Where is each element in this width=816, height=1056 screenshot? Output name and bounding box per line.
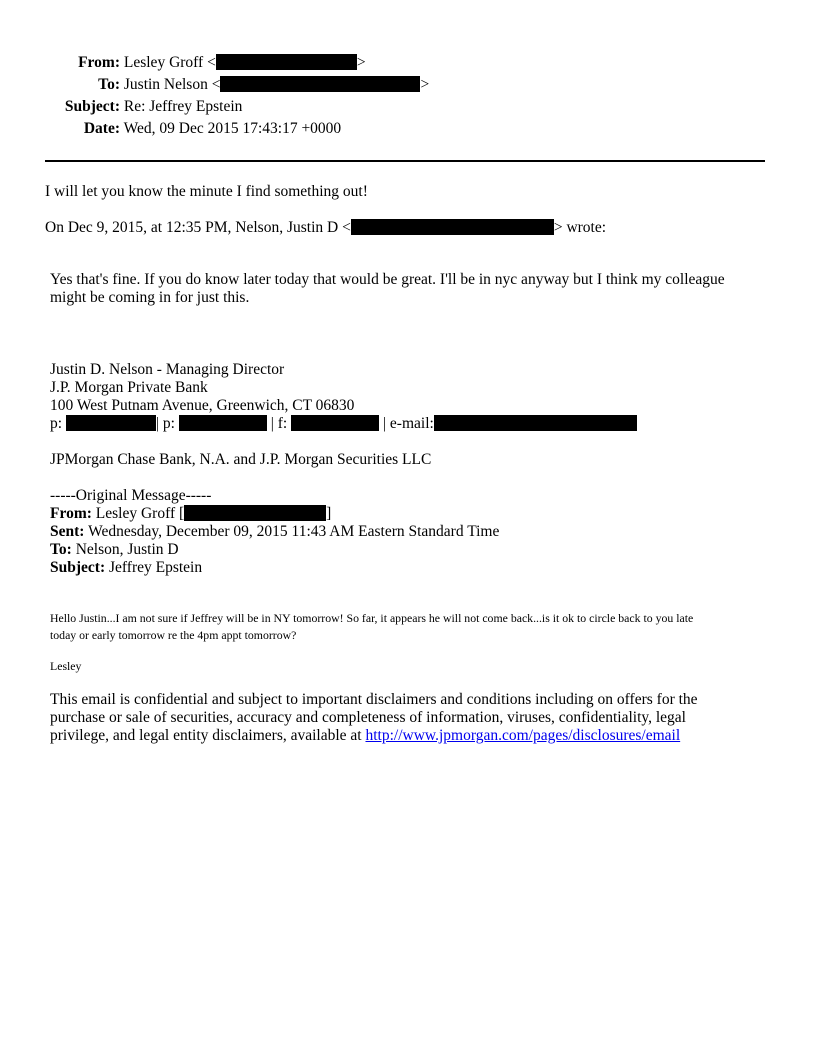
original-sign-off: Lesley <box>50 659 82 673</box>
original-to-row <box>50 541 179 559</box>
original-from-row <box>50 505 331 523</box>
header-to-name: Justin Nelson < <box>123 76 221 93</box>
header-from-name: Lesley Groff < <box>123 54 216 71</box>
original-from-value: Lesley Groff [ <box>95 505 185 522</box>
redacted-email-block <box>351 219 554 235</box>
header-from-row <box>45 54 366 72</box>
signature-address: 100 West Putnam Avenue, Greenwich, CT 06830 <box>50 397 355 414</box>
signature-contact-row <box>50 415 637 433</box>
redacted-email-block <box>216 54 357 70</box>
header-to-row <box>45 76 429 94</box>
redacted-phone-block <box>66 415 156 431</box>
header-date-value: Wed, 09 Dec 2015 17:43:17 +0000 <box>123 120 342 137</box>
header-divider <box>45 160 765 162</box>
disclaimer-line-3 <box>50 727 680 745</box>
redacted-email-block <box>434 415 637 431</box>
redacted-fax-block <box>291 415 379 431</box>
header-subject-value: Re: Jeffrey Epstein <box>123 98 243 115</box>
signature-phone1-label: p: <box>50 415 63 432</box>
signature-company: J.P. Morgan Private Bank <box>50 379 208 396</box>
header-from-label: From: <box>78 54 120 71</box>
original-sent-value: Wednesday, December 09, 2015 11:43 AM Eastern Standard Time <box>88 523 500 540</box>
signature-email-label: | e-mail: <box>382 415 434 432</box>
header-subject-label: Subject: <box>64 98 120 115</box>
original-to-label: To: <box>50 541 72 558</box>
quote-intro <box>45 219 606 237</box>
signature-entities: JPMorgan Chase Bank, N.A. and J.P. Morgan Securities LLC <box>50 451 432 468</box>
original-subject-label: Subject: <box>50 559 106 576</box>
signature-fax-label: | f: <box>270 415 288 432</box>
original-subject-value: Jeffrey Epstein <box>108 559 203 576</box>
quote-intro-before: On Dec 9, 2015, at 12:35 PM, Nelson, Justin D < <box>45 219 351 236</box>
header-date-row <box>45 120 341 138</box>
disclaimer-line-3-text: privilege, and legal entity disclaimers, available at <box>50 727 366 744</box>
disclaimer-line-1: This email is confidential and subject to important disclaimers and conditions including on offers for the <box>50 691 698 708</box>
quote-intro-after: > wrote: <box>553 219 607 236</box>
original-subject-row <box>50 559 202 577</box>
original-from-label: From: <box>50 505 92 522</box>
disclaimer-line-2: purchase or sale of securities, accuracy and completeness of information, viruses, confidentiality, legal <box>50 709 686 726</box>
original-message-line-1: Hello Justin...I am not sure if Jeffrey will be in NY tomorrow! So far, it appears he will not come back...is it ok to circle back to you late <box>50 611 694 625</box>
redacted-phone-block <box>179 415 267 431</box>
header-date-label: Date: <box>83 120 120 137</box>
redacted-email-block <box>220 76 420 92</box>
reply-line: I will let you know the minute I find something out! <box>45 183 368 200</box>
disclaimer-link[interactable]: http://www.jpmorgan.com/pages/disclosures/email <box>365 727 681 744</box>
quoted-paragraph-line-2: might be coming in for just this. <box>50 289 250 306</box>
header-to-close: > <box>420 76 430 93</box>
quoted-paragraph-line-1: Yes that's fine. If you do know later today that would be great. I'll be in nyc anyway but I think my colleague <box>50 271 725 288</box>
signature-phone2-label: | p: <box>155 415 175 432</box>
header-subject-row <box>45 98 242 116</box>
original-from-close: ] <box>326 505 332 522</box>
signature-name-title: Justin D. Nelson - Managing Director <box>50 361 285 378</box>
header-from-close: > <box>356 54 366 71</box>
original-sent-label: Sent: <box>50 523 85 540</box>
original-message-divider: -----Original Message----- <box>50 487 212 504</box>
original-to-value: Nelson, Justin D <box>75 541 179 558</box>
redacted-email-block <box>184 505 326 521</box>
header-to-label: To: <box>98 76 120 93</box>
original-message-line-2: today or early tomorrow re the 4pm appt tomorrow? <box>50 628 297 642</box>
original-sent-row <box>50 523 499 541</box>
